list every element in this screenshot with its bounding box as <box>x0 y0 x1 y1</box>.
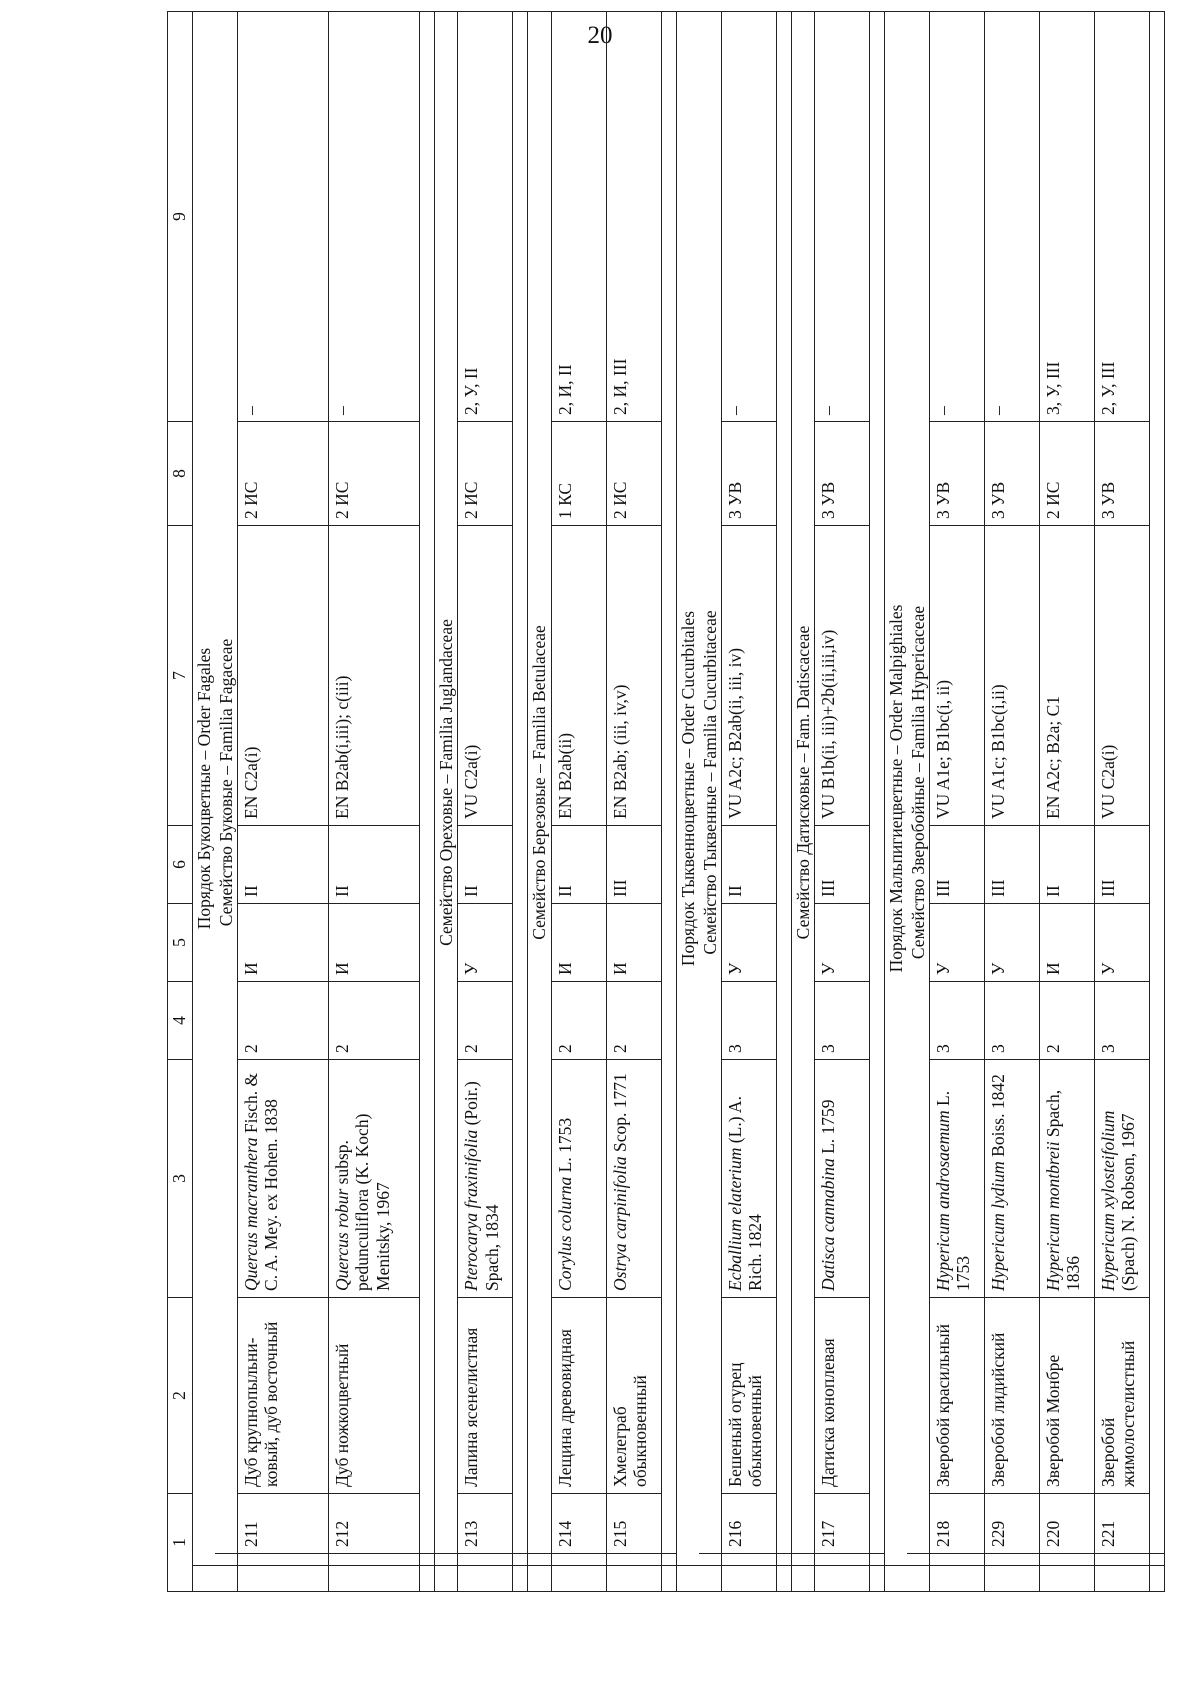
margin-cell <box>238 1554 329 1566</box>
cell-col-5: У <box>985 903 1040 981</box>
cell-col-6: III <box>814 825 869 903</box>
margin-cell <box>1095 1566 1150 1592</box>
cell-col-4: 2 <box>1040 981 1095 1059</box>
cell-col-5: У <box>814 903 869 981</box>
margin-cell <box>458 1554 513 1566</box>
cell-number: 221 <box>1095 1493 1150 1553</box>
cell-russian-name: Датиска коноплевая <box>814 1297 869 1493</box>
margin-cell <box>791 1554 814 1566</box>
cell-col-6: II <box>1040 825 1095 903</box>
column-header-4: 4 <box>168 981 193 1059</box>
family-title: Семейство Датисковые – Fam. Datiscaceae <box>791 11 814 1553</box>
latin-binomial: Quercus robur <box>332 1188 353 1291</box>
margin-cell <box>215 1566 238 1592</box>
margin-cell <box>985 1566 1040 1592</box>
spacer-row <box>869 11 884 1591</box>
latin-binomial: Hypericum xylosteifolium <box>1098 1110 1119 1291</box>
table-row <box>551 11 606 1591</box>
red-book-table <box>167 11 1165 1592</box>
margin-cell <box>420 1554 435 1566</box>
cell-col-4: 2 <box>329 981 420 1059</box>
author-citation: L. 1759 <box>817 1099 838 1159</box>
cell-number: 229 <box>985 1493 1040 1553</box>
cell-col-6: II <box>721 825 776 903</box>
cell-col-8: 2 ИС <box>458 421 513 525</box>
cell-col-8: 3 УВ <box>721 421 776 525</box>
order-title: Порядок Тыквенноцветные – Order Cucurbitales <box>676 11 699 1565</box>
cell-col-5: У <box>721 903 776 981</box>
cell-col-9: 2, И, II <box>551 11 606 421</box>
spacer-row <box>1150 11 1165 1591</box>
latin-binomial: Datisca cannabina <box>817 1158 838 1291</box>
cell-col-6: II <box>329 825 420 903</box>
spacer-row <box>661 11 676 1591</box>
author-citation: Scop. 1771 <box>609 1073 630 1157</box>
margin-cell <box>606 1554 661 1566</box>
cell-col-6: III <box>606 825 661 903</box>
margin-cell <box>1095 1554 1150 1566</box>
cell-russian-name: Лещина древовидная <box>551 1297 606 1493</box>
family-title: Семейство Буковые – Familia Fagaceae <box>215 11 238 1553</box>
margin-cell <box>814 1566 869 1592</box>
order-row <box>676 11 699 1591</box>
margin-cell <box>776 1554 791 1566</box>
latin-binomial: Hypericum androsaemum <box>933 1110 954 1291</box>
order-row <box>884 11 907 1591</box>
author-citation: Boiss. 1842 <box>988 1074 1009 1162</box>
family-row <box>435 11 458 1591</box>
cell-col-8: 3 УВ <box>814 421 869 525</box>
margin-cell <box>661 1566 676 1592</box>
margin-cell <box>1040 1554 1095 1566</box>
cell-col-4: 3 <box>814 981 869 1059</box>
author-citation: Fisch. & C. A. Mey. ex Hohen. 1838 <box>241 1072 282 1291</box>
cell-col-7: VU B1b(ii, iii)+2b(ii,iii,iv) <box>814 525 869 825</box>
margin-cell <box>528 1554 551 1566</box>
cell-russian-name: Зверобой Монбре <box>1040 1297 1095 1493</box>
margin-cell <box>193 1566 216 1592</box>
cell-number: 214 <box>551 1493 606 1553</box>
cell-number: 216 <box>721 1493 776 1553</box>
cell-col-7: VU A1e; B1bc(i, ii) <box>930 525 985 825</box>
cell-col-9: – <box>721 11 776 421</box>
latin-binomial: Quercus macranthera <box>241 1137 262 1291</box>
cell-number: 218 <box>930 1493 985 1553</box>
cell-col-6: II <box>551 825 606 903</box>
margin-cell <box>458 1566 513 1592</box>
cell-col-6: II <box>238 825 329 903</box>
cell-col-5: И <box>1040 903 1095 981</box>
cell-col-7: EN A2c; B2a; C1 <box>1040 525 1095 825</box>
table-row <box>1095 11 1150 1591</box>
spacer-row <box>420 11 435 1591</box>
order-title: Порядок Букоцветные – Order Fagales <box>193 11 216 1565</box>
margin-cell <box>513 1554 528 1566</box>
column-header-2: 2 <box>168 1297 193 1493</box>
margin-cell <box>814 1554 869 1566</box>
column-header-row <box>168 11 193 1591</box>
cell-col-7: VU A1c; B1bc(i,ii) <box>985 525 1040 825</box>
latin-binomial: Hypericum montbreii <box>1043 1141 1064 1291</box>
cell-col-7: VU C2a(i) <box>1095 525 1150 825</box>
spacer-cell <box>1150 11 1165 1553</box>
cell-russian-name: Лапина ясенелистная <box>458 1297 513 1493</box>
table-row <box>814 11 869 1591</box>
cell-col-7: EN B2ab; (iii, iv,v) <box>606 525 661 825</box>
family-title: Семейство Ореховые – Familia Juglandaceae <box>435 11 458 1553</box>
author-citation: L. 1753 <box>554 1117 575 1177</box>
cell-russian-name: Бешеный огурец обыкновенный <box>721 1297 776 1493</box>
margin-cell <box>884 1566 907 1592</box>
cell-latin-name <box>458 1059 513 1297</box>
table-row <box>458 11 513 1591</box>
author-citation: subsp. pedunculiflora (K. Koch) Menitsky, 1967 <box>332 1113 393 1291</box>
cell-russian-name: Зверобой лидийский <box>985 1297 1040 1493</box>
page-number: 20 <box>587 22 613 49</box>
spacer-cell <box>869 11 884 1553</box>
table-row <box>930 11 985 1591</box>
cell-col-8: 1 КС <box>551 421 606 525</box>
column-header-6: 6 <box>168 825 193 903</box>
table-row <box>985 11 1040 1591</box>
cell-russian-name: Зверобой жимолостелистный <box>1095 1297 1150 1493</box>
margin-cell <box>985 1554 1040 1566</box>
family-row <box>528 11 551 1591</box>
margin-cell <box>238 1566 329 1592</box>
margin-cell <box>661 1554 676 1566</box>
family-row <box>907 11 930 1591</box>
cell-col-9: 2, У, III <box>1095 11 1150 421</box>
family-row <box>699 11 722 1591</box>
margin-cell <box>435 1554 458 1566</box>
cell-col-5: И <box>329 903 420 981</box>
cell-col-8: 3 УВ <box>930 421 985 525</box>
cell-col-7: VU C2a(i) <box>458 525 513 825</box>
cell-col-5: У <box>1095 903 1150 981</box>
cell-number: 213 <box>458 1493 513 1553</box>
cell-col-5: У <box>458 903 513 981</box>
cell-col-8: 3 УВ <box>1095 421 1150 525</box>
margin-cell <box>551 1554 606 1566</box>
margin-cell <box>776 1566 791 1592</box>
cell-latin-name <box>606 1059 661 1297</box>
spacer-cell <box>513 11 528 1553</box>
family-row <box>791 11 814 1591</box>
rotated-table-container <box>167 112 1139 1592</box>
cell-col-6: III <box>985 825 1040 903</box>
cell-col-9: – <box>930 11 985 421</box>
cell-latin-name <box>329 1059 420 1297</box>
cell-russian-name: Зверобой красильный <box>930 1297 985 1493</box>
margin-cell <box>907 1554 930 1566</box>
family-title: Семейство Зверобойные – Familia Hypericaceae <box>907 11 930 1553</box>
latin-binomial: Ecballium elaterium <box>724 1147 745 1291</box>
cell-col-8: 2 ИС <box>1040 421 1095 525</box>
cell-russian-name: Хмелеграб обыкновенный <box>606 1297 661 1493</box>
cell-latin-name <box>551 1059 606 1297</box>
table-body <box>168 11 1165 1591</box>
table-row <box>1040 11 1095 1591</box>
spacer-cell <box>661 11 676 1553</box>
column-header-3: 3 <box>168 1059 193 1297</box>
cell-col-5: И <box>238 903 329 981</box>
column-header-9: 9 <box>168 11 193 421</box>
cell-col-6: III <box>1095 825 1150 903</box>
cell-col-4: 3 <box>985 981 1040 1059</box>
table-row <box>606 11 661 1591</box>
author-citation: (L.) A. Rich. 1824 <box>724 1096 765 1291</box>
margin-cell <box>215 1554 238 1566</box>
latin-binomial: Ostrya carpinifolia <box>609 1156 630 1291</box>
cell-col-9: 2, И, III <box>606 11 661 421</box>
cell-col-5: И <box>606 903 661 981</box>
margin-cell <box>869 1554 884 1566</box>
cell-latin-name <box>1095 1059 1150 1297</box>
cell-col-8: 2 ИС <box>606 421 661 525</box>
margin-cell <box>606 1566 661 1592</box>
margin-cell <box>1150 1566 1165 1592</box>
cell-number: 211 <box>238 1493 329 1553</box>
latin-binomial: Corylus colurna <box>554 1176 575 1291</box>
margin-cell <box>721 1566 776 1592</box>
cell-col-6: II <box>458 825 513 903</box>
cell-russian-name: Дуб ножкоцветный <box>329 1297 420 1493</box>
cell-latin-name <box>238 1059 329 1297</box>
cell-col-9: 3, У, III <box>1040 11 1095 421</box>
margin-cell <box>329 1566 420 1592</box>
margin-cell <box>930 1554 985 1566</box>
author-citation: (Spach) N. Robson, 1967 <box>1118 1113 1139 1291</box>
cell-col-4: 2 <box>551 981 606 1059</box>
table-row <box>238 11 329 1591</box>
column-header-5: 5 <box>168 903 193 981</box>
family-title: Семейство Тыквенные – Familia Cucurbitaceae <box>699 11 722 1553</box>
cell-col-8: 2 ИС <box>329 421 420 525</box>
cell-number: 215 <box>606 1493 661 1553</box>
margin-cell <box>420 1566 435 1592</box>
cell-number: 220 <box>1040 1493 1095 1553</box>
margin-cell <box>329 1554 420 1566</box>
cell-col-9: 2, У, II <box>458 11 513 421</box>
cell-col-4: 2 <box>458 981 513 1059</box>
column-header-7: 7 <box>168 525 193 825</box>
margin-cell <box>551 1566 606 1592</box>
author-citation: (Poir.) Spach, 1834 <box>461 1081 502 1291</box>
cell-latin-name <box>721 1059 776 1297</box>
cell-col-9: – <box>985 11 1040 421</box>
family-row <box>215 11 238 1591</box>
cell-number: 217 <box>814 1493 869 1553</box>
cell-russian-name: Дуб крупнопыльни-ковый, дуб восточный <box>238 1297 329 1493</box>
spacer-row <box>513 11 528 1591</box>
margin-cell <box>869 1566 884 1592</box>
margin-cell <box>676 1566 699 1592</box>
author-citation: L. 1753 <box>933 1090 974 1291</box>
cell-col-7: VU A2c; B2ab(ii, iii, iv) <box>721 525 776 825</box>
margin-cell <box>528 1566 551 1592</box>
family-title: Семейство Березовые – Familia Betulaceae <box>528 11 551 1553</box>
cell-col-4: 3 <box>1095 981 1150 1059</box>
author-citation: Spach, 1836 <box>1043 1089 1084 1291</box>
column-header-1: 1 <box>168 1493 193 1591</box>
cell-col-4: 3 <box>930 981 985 1059</box>
table-row <box>329 11 420 1591</box>
order-row <box>193 11 216 1591</box>
cell-col-9: – <box>329 11 420 421</box>
spacer-cell <box>776 11 791 1553</box>
margin-cell <box>513 1566 528 1592</box>
cell-col-4: 2 <box>606 981 661 1059</box>
spacer-cell <box>420 11 435 1553</box>
cell-number: 212 <box>329 1493 420 1553</box>
latin-binomial: Hypericum lydium <box>988 1161 1009 1291</box>
margin-cell <box>721 1554 776 1566</box>
cell-latin-name <box>1040 1059 1095 1297</box>
column-header-8: 8 <box>168 421 193 525</box>
latin-binomial: Pterocarya fraxinifolia <box>461 1129 482 1291</box>
cell-latin-name <box>930 1059 985 1297</box>
margin-cell <box>699 1566 722 1592</box>
cell-col-7: EN C2a(i) <box>238 525 329 825</box>
cell-col-8: 2 ИС <box>238 421 329 525</box>
cell-col-7: EN B2ab(ii) <box>551 525 606 825</box>
cell-col-5: У <box>930 903 985 981</box>
cell-col-6: III <box>930 825 985 903</box>
margin-cell <box>435 1566 458 1592</box>
order-title: Порядок Мальпигиецветные – Order Malpighiales <box>884 11 907 1565</box>
margin-cell <box>791 1566 814 1592</box>
margin-cell <box>699 1554 722 1566</box>
cell-col-5: И <box>551 903 606 981</box>
cell-col-9: – <box>238 11 329 421</box>
cell-col-8: 3 УВ <box>985 421 1040 525</box>
cell-col-4: 3 <box>721 981 776 1059</box>
margin-cell <box>1040 1566 1095 1592</box>
cell-col-4: 2 <box>238 981 329 1059</box>
cell-col-9: – <box>814 11 869 421</box>
cell-latin-name <box>814 1059 869 1297</box>
cell-col-7: EN B2ab(i,iii); c(iii) <box>329 525 420 825</box>
table-row <box>721 11 776 1591</box>
rotated-table-frame <box>167 112 1139 1592</box>
cell-latin-name <box>985 1059 1040 1297</box>
margin-cell <box>930 1566 985 1592</box>
margin-cell <box>907 1566 930 1592</box>
spacer-row <box>776 11 791 1591</box>
margin-cell <box>1150 1554 1165 1566</box>
